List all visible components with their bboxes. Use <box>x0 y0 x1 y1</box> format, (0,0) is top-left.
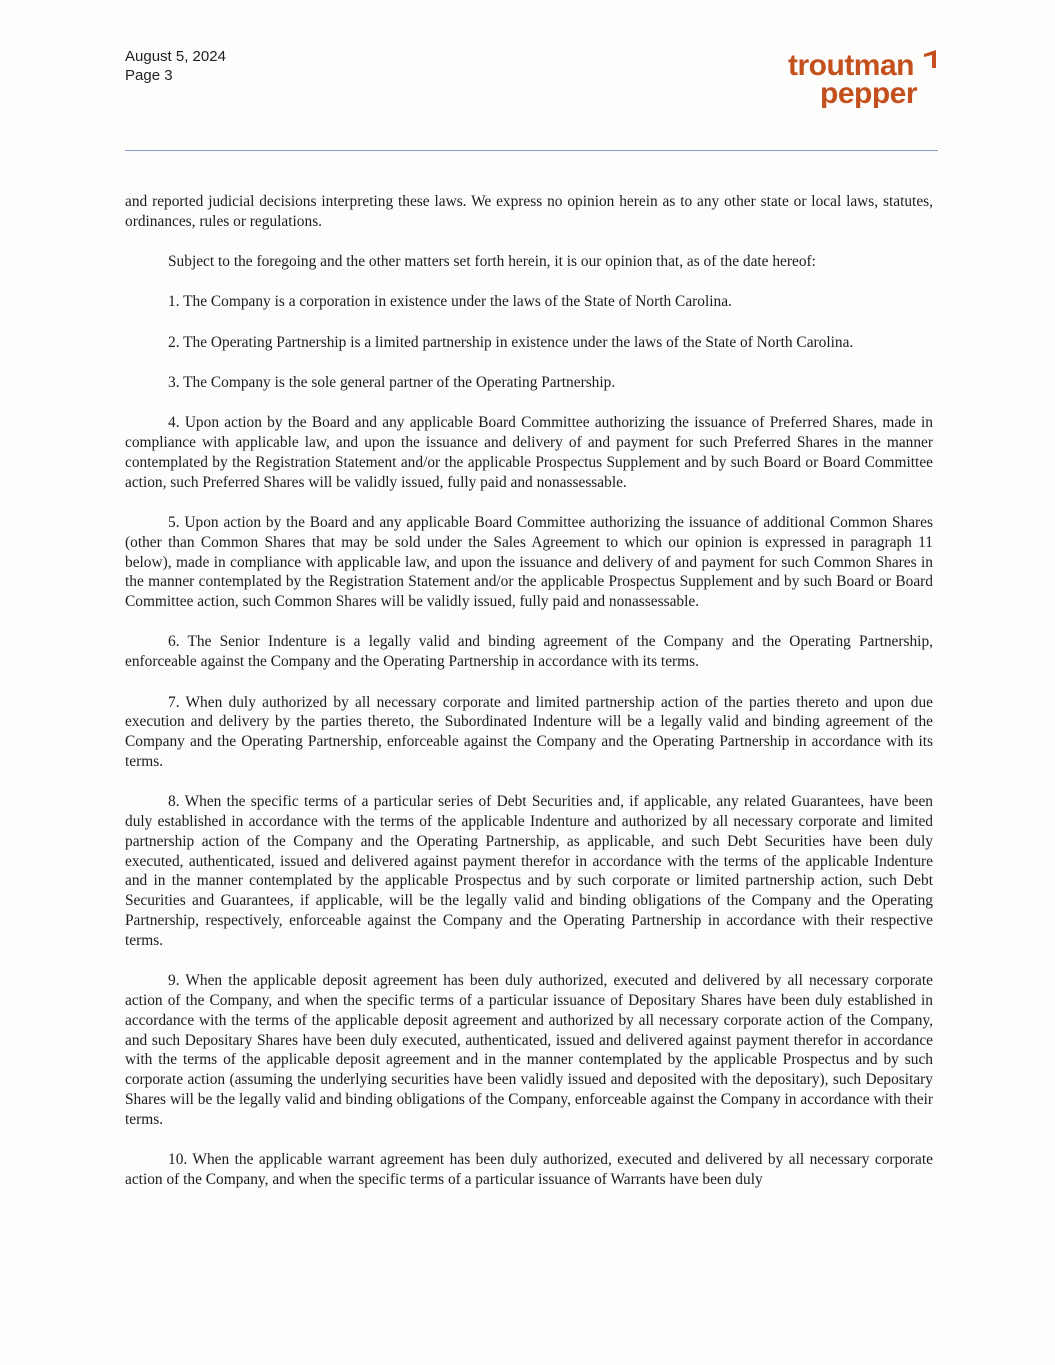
troutman-pepper-logo <box>788 48 938 108</box>
paragraph-opinion-9: 9. When the applicable deposit agreement has been duly authorized, executed and delivered by all necessary corporate action of the Company, and when the specific terms of a particular issuance of Depositary Shares have been duly established in accordance with the terms of the applicable deposit agreement and authorized by all necessary corporate action of the Company, and such Depositary Shares have been duly executed, authenticated, issued and delivered against payment therefor in accordance with the terms of the applicable deposit agreement and in the manner contemplated by the applicable Prospectus and by such corporate action (assuming the underlying securities have been validly issued and deposited with the depositary), such Depositary Shares will be the legally valid and binding obligations of the Company, enforceable against the Company in accordance with their terms. <box>125 972 933 1128</box>
letter-date: August 5, 2024 <box>125 48 226 65</box>
logo-line-troutman: troutman <box>788 49 914 82</box>
letter-body <box>125 192 933 1190</box>
paragraph-opinion-7: 7. When duly authorized by all necessary corporate and limited partnership action of the parties thereto and upon due execution and delivery by the parties thereto, the Subordinated Indenture will be a legally valid and binding agreement of the Company and the Operating Partnership, enforceable against the Company and the Operating Partnership in accordance with its terms. <box>125 693 933 770</box>
letter-header <box>125 47 226 85</box>
paragraph-opinion-intro: Subject to the foregoing and the other matters set forth herein, it is our opinion that, as of the date hereof: <box>168 253 816 271</box>
paragraph-opinion-4: 4. Upon action by the Board and any applicable Board Committee authorizing the issuance of Preferred Shares, made in compliance with applicable law, and upon the issuance and delivery of and payment for such Preferred Shares in the manner contemplated by the Registration Statement and/or the applicable Prospectus Supplement and by such Board or Board Committee action, such Preferred Shares will be validly issued, fully paid and nonassessable. <box>125 414 933 491</box>
paragraph-opinion-10: 10. When the applicable warrant agreement has been duly authorized, executed and delivered by all necessary corporate action of the Company, and when the specific terms of a particular issuance of Warrants have been duly <box>125 1150 933 1188</box>
logo-flag-mark <box>924 50 936 68</box>
paragraph-opinion-3: 3. The Company is the sole general partner of the Operating Partnership. <box>168 373 616 391</box>
paragraph-opinion-6: 6. The Senior Indenture is a legally valid and binding agreement of the Company and the Operating Partnership, enforceable against the Company and the Operating Partnership in accordance with its terms. <box>125 633 933 671</box>
paragraph-opinion-8: 8. When the specific terms of a particular series of Debt Securities and, if applicable, any related Guarantees, have been duly established in accordance with the terms of the applicable Indenture and authorized by all necessary corporate and limited partnership action of the Company and the Operating Partnership, as applicable, and such Debt Securities have been duly executed, authenticated, issued and delivered against payment therefor in accordance with the terms of the applicable Indenture and in the manner contemplated by the applicable Prospectus and by such corporate or limited partnership action, such Debt Securities and Guarantees, if applicable, will be the legally valid and binding obligations of the Company and the Operating Partnership, respectively, enforceable against the Company and the Operating Partnership in accordance with their respective terms. <box>125 793 933 949</box>
paragraph-continuation: and reported judicial decisions interpreting these laws. We express no opinion herein as to any other state or local laws, statutes, ordinances, rules or regulations. <box>125 193 933 230</box>
header-divider <box>125 150 938 151</box>
page-number: Page 3 <box>125 67 173 84</box>
paragraph-opinion-5: 5. Upon action by the Board and any applicable Board Committee authorizing the issuance of additional Common Shares (other than Common Shares that may be sold under the Sales Agreement to which our opinion is expressed in paragraph 11 below), made in compliance with applicable law, and upon the issuance and delivery of and payment for such Common Shares in the manner contemplated by the Registration Statement and/or the applicable Prospectus Supplement and by such Board or Board Committee action, such Common Shares will be validly issued, fully paid and nonassessable. <box>125 513 933 611</box>
paragraph-opinion-2: 2. The Operating Partnership is a limited partnership in existence under the laws of the State of North Carolina. <box>168 333 854 351</box>
paragraph-opinion-1: 1. The Company is a corporation in existence under the laws of the State of North Carolina. <box>168 293 732 311</box>
logo-line-pepper: pepper <box>820 77 918 108</box>
logo-graphic <box>788 48 938 108</box>
